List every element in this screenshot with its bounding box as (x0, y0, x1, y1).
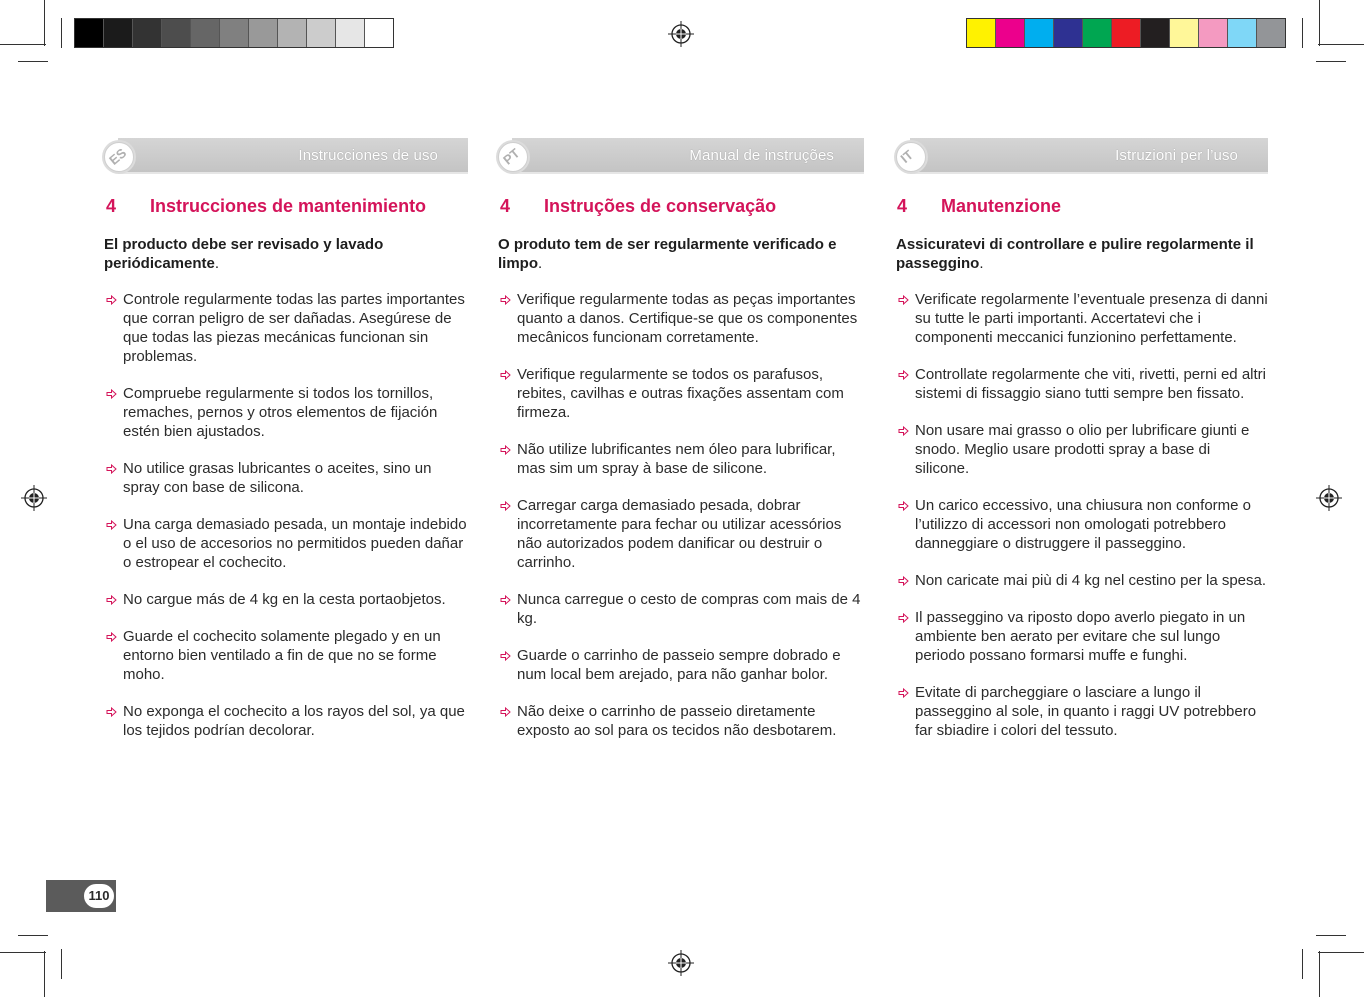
language-badge (896, 142, 926, 172)
bullet-text: No exponga el cochecito a los rayos del sol, ya que los tejidos podrían decolorar. (123, 703, 465, 739)
arrow-bullet-icon (106, 389, 117, 399)
crop-mark (1319, 951, 1320, 997)
bullet-list (498, 290, 864, 740)
banner-bar (512, 138, 864, 174)
bullet-text: Controle regularmente todas las partes importantes que corran peligro de ser dañadas. Asegúrese de que todas las piezas mecánicas funcionan sin problemas. (123, 291, 465, 365)
crop-mark (0, 44, 46, 45)
bullet-text: Non usare mai grasso o olio per lubrificare giunti e snodo. Meglio usare prodotti spray a base di silicone. (915, 422, 1250, 477)
process-swatch (1228, 19, 1257, 47)
language-code: ES (106, 145, 130, 168)
column-italian (896, 138, 1268, 758)
language-badge (498, 142, 528, 172)
list-item (104, 290, 468, 366)
crop-mark (18, 935, 48, 936)
bullet-text: Verificate regolarmente l’eventuale presenza di danni su tutte le parti importanti. Accertatevi che i componenti meccanici funzionino perfettamente. (915, 291, 1268, 346)
crop-mark (18, 61, 48, 62)
bullet-text: No utilice grasas lubricantes o aceites, sino un spray con base de silicona. (123, 460, 432, 496)
grayscale-swatch (249, 19, 278, 47)
language-code: PT (500, 145, 523, 168)
process-swatch (1054, 19, 1083, 47)
arrow-bullet-icon (898, 688, 909, 698)
bullet-text: Compruebe regularmente si todos los tornillos, remaches, pernos y otros elementos de fijación estén bien ajustados. (123, 385, 438, 440)
arrow-bullet-icon (898, 426, 909, 436)
intro-tail: . (214, 255, 220, 272)
grayscale-swatch (307, 19, 336, 47)
list-item (498, 646, 864, 684)
process-swatch (1083, 19, 1112, 47)
intro-tail: . (979, 255, 984, 272)
bullet-list (896, 290, 1268, 740)
arrow-bullet-icon (500, 295, 511, 305)
bullet-text: Controllate regolarmente che viti, rivetti, perni ed altri sistemi di fissaggio siano tutti sempre ben fissato. (915, 366, 1266, 402)
grayscale-swatch (365, 19, 393, 47)
bullet-text: Nunca carregue o cesto de compras com mais de 4 kg. (517, 591, 861, 627)
arrow-bullet-icon (106, 632, 117, 642)
bullet-text: Verifique regularmente se todos os parafusos, rebites, cavilhas e outras fixações assentam com firmeza. (517, 366, 844, 421)
process-swatch (1025, 19, 1054, 47)
bullet-text: Não utilize lubrificantes nem óleo para lubrificar, mas sim um spray à base de silicone. (517, 441, 836, 477)
bullet-text: Guarde el cochecito solamente plegado y en un entorno bien ventilado a fin de que no se forme moho. (123, 628, 441, 683)
language-banner (896, 138, 1268, 172)
grayscale-swatch (162, 19, 191, 47)
list-item (896, 365, 1268, 403)
arrow-bullet-icon (898, 295, 909, 305)
list-item (896, 421, 1268, 478)
crop-mark (1318, 44, 1364, 45)
arrow-bullet-icon (898, 501, 909, 511)
list-item (896, 496, 1268, 553)
list-item (104, 459, 468, 497)
arrow-bullet-icon (500, 501, 511, 511)
arrow-bullet-icon (898, 613, 909, 623)
intro-paragraph (498, 235, 864, 273)
list-item (498, 496, 864, 572)
registration-mark-icon (668, 21, 694, 47)
grayscale-swatch (133, 19, 162, 47)
grayscale-swatch (278, 19, 307, 47)
grayscale-swatch (75, 19, 104, 47)
arrow-bullet-icon (500, 370, 511, 380)
registration-mark-icon (668, 950, 694, 976)
section-number: 4 (500, 196, 511, 216)
registration-mark-icon (21, 485, 47, 511)
banner-title: Manual de instruções (689, 147, 834, 164)
process-swatch (1170, 19, 1199, 47)
crop-mark (1318, 952, 1364, 953)
section-title: Manutenzione (941, 196, 1061, 216)
list-item (896, 571, 1268, 590)
column-portuguese (498, 138, 864, 758)
crop-mark (44, 951, 45, 997)
banner-bar (118, 138, 468, 174)
arrow-bullet-icon (500, 445, 511, 455)
bullet-list (104, 290, 468, 740)
bullet-text: Un carico eccessivo, una chiusura non conforme o l’utilizzo di accessori non omologati potrebbero danneggiare o distruggere il passeggino. (915, 497, 1252, 552)
list-item (104, 702, 468, 740)
banner-title: Instrucciones de uso (298, 147, 438, 164)
crop-mark (1316, 61, 1346, 62)
intro-paragraph (896, 235, 1268, 273)
column-spanish (104, 138, 468, 758)
intro-bold: El producto debe ser revisado y lavado periódicamente (104, 236, 384, 272)
crop-mark (0, 952, 46, 953)
arrow-bullet-icon (106, 295, 117, 305)
language-banner (104, 138, 468, 172)
arrow-bullet-icon (500, 595, 511, 605)
grayscale-swatch (104, 19, 133, 47)
bullet-text: No cargue más de 4 kg en la cesta portaobjetos. (123, 591, 446, 608)
section-heading (106, 196, 468, 217)
language-badge (104, 142, 134, 172)
arrow-bullet-icon (898, 370, 909, 380)
list-item (498, 365, 864, 422)
list-item (896, 608, 1268, 665)
bullet-text: Carregar carga demasiado pesada, dobrar incorretamente para fechar ou utilizar acessórios não autorizados podem danificar ou destruir o carrinho. (517, 497, 842, 571)
crop-mark (61, 949, 62, 979)
intro-paragraph (104, 235, 468, 273)
list-item (498, 440, 864, 478)
section-title: Instruções de conservação (544, 196, 777, 216)
crop-mark (44, 0, 45, 46)
list-item (498, 590, 864, 628)
grayscale-color-bar (74, 18, 394, 48)
arrow-bullet-icon (106, 595, 117, 605)
banner-title: Istruzioni per l’uso (1115, 147, 1238, 164)
section-number: 4 (897, 196, 908, 216)
arrow-bullet-icon (106, 520, 117, 530)
section-heading (897, 196, 1268, 217)
crop-mark (1302, 949, 1303, 979)
list-item (104, 515, 468, 572)
list-item (104, 590, 468, 609)
list-item (104, 384, 468, 441)
language-code: IT (897, 147, 917, 166)
section-heading (500, 196, 864, 217)
language-banner (498, 138, 864, 172)
crop-mark (61, 18, 62, 48)
bullet-text: Verifique regularmente todas as peças importantes quanto a danos. Certifique-se que os componentes mecânicos funcionam corretamente. (517, 291, 858, 346)
arrow-bullet-icon (106, 464, 117, 474)
bullet-text: Non caricate mai più di 4 kg nel cestino per la spesa. (915, 572, 1267, 589)
bullet-text: Il passeggino va riposto dopo averlo piegato in un ambiente ben aerato per evitare che sul lungo periodo possano formarsi muffe e funghi. (915, 609, 1246, 664)
process-swatch (1257, 19, 1285, 47)
arrow-bullet-icon (898, 576, 909, 586)
intro-bold: O produto tem de ser regularmente verificado e limpo (498, 236, 837, 272)
section-number: 4 (106, 196, 117, 216)
list-item (896, 290, 1268, 347)
page-number: 110 (82, 882, 116, 910)
arrow-bullet-icon (500, 707, 511, 717)
list-item (498, 702, 864, 740)
list-item (104, 627, 468, 684)
process-swatch (1141, 19, 1170, 47)
list-item (896, 683, 1268, 740)
crop-mark (1302, 18, 1303, 48)
intro-bold: Assicuratevi di controllare e pulire regolarmente il passeggino (896, 236, 1254, 272)
bullet-text: Evitate di parcheggiare o lasciare a lungo il passeggino al sole, in quanto i raggi UV potrebbero far sbiadire i colori del tessuto. (915, 684, 1257, 739)
grayscale-swatch (191, 19, 220, 47)
crop-mark (1319, 0, 1320, 46)
banner-bar (910, 138, 1268, 174)
crop-mark (1316, 935, 1346, 936)
arrow-bullet-icon (500, 651, 511, 661)
process-color-bar (966, 18, 1286, 48)
bullet-text: Não deixe o carrinho de passeio diretamente exposto ao sol para os tecidos não desbotarem. (517, 703, 837, 739)
process-swatch (967, 19, 996, 47)
grayscale-swatch (220, 19, 249, 47)
registration-mark-icon (1316, 485, 1342, 511)
bullet-text: Una carga demasiado pesada, un montaje indebido o el uso de accesorios no permitidos pueden dañar o estropear el cochecito. (123, 516, 467, 571)
bullet-text: Guarde o carrinho de passeio sempre dobrado e num local bem arejado, para não ganhar bolor. (517, 647, 841, 683)
arrow-bullet-icon (106, 707, 117, 717)
section-title: Instrucciones de mantenimiento (150, 196, 427, 216)
process-swatch (996, 19, 1025, 47)
process-swatch (1199, 19, 1228, 47)
list-item (498, 290, 864, 347)
intro-tail: . (538, 255, 543, 272)
process-swatch (1112, 19, 1141, 47)
grayscale-swatch (336, 19, 365, 47)
